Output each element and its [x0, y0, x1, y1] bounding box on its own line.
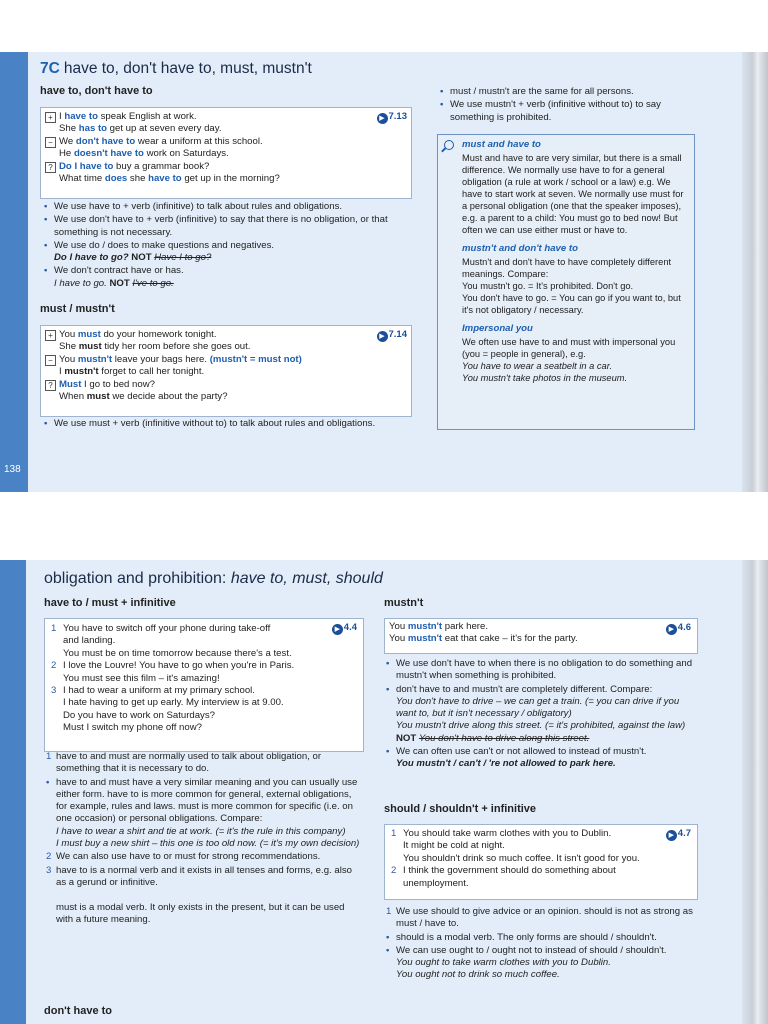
- example-row: ? Must I go to bed now?: [41, 379, 411, 391]
- example-line: What time does she have to get up in the morning?: [59, 173, 280, 185]
- note-item: • We can often use can't or not allowed to instead of mustn't. You mustn't / can't / 're not allowed to park here.: [384, 746, 700, 771]
- unit-code: 7C: [40, 60, 60, 77]
- unit-title: [40, 60, 312, 78]
- page-spine: [0, 560, 26, 1024]
- page-spine: [0, 52, 28, 492]
- question-icon: ?: [45, 162, 56, 173]
- section-heading: have to, don't have to: [40, 85, 153, 97]
- page-138: [0, 52, 768, 492]
- rule-item: • We use do / does to make questions and negatives. Do I have to go? NOT Have I to go?: [42, 240, 412, 265]
- note-text: Mustn't and don't have to have completely different meanings. Compare: You mustn't go. = It's prohibited. Don't go. You don't have to go. = You can go if you want to, but it's not obligatory / necessary.: [462, 257, 681, 315]
- notes-list: [384, 906, 700, 983]
- book-edge: [742, 52, 768, 492]
- example-box-have-to: [40, 107, 412, 199]
- example-row: 2 I love the Louvre! You have to go when you're in Paris.: [51, 660, 295, 672]
- rule-item: • We use have to + verb (infinitive) to talk about rules and obligations.: [42, 201, 412, 213]
- section-heading: mustn't: [384, 597, 424, 609]
- section-heading: don't have to: [44, 1005, 113, 1017]
- magnifier-icon: [444, 140, 454, 150]
- rules-list-right: [438, 86, 700, 125]
- note-heading: Impersonal you: [462, 323, 533, 334]
- note-box: [437, 134, 695, 430]
- rule-item: • must / mustn't are the same for all persons.: [438, 86, 700, 98]
- example-row: − We don't have to wear a uniform at this school.: [41, 136, 411, 148]
- plus-icon: +: [45, 112, 56, 123]
- plus-icon: +: [45, 330, 56, 341]
- note-item: • We use don't have to when there is no obligation to do something and mustn't when something is prohibited.: [384, 658, 700, 683]
- note-item: • have to and must have a very similar meaning and you can usually use either form. have to is more common for general, external obligations, for example, rules and laws. must is more common for specific (i.e. on one occasion) or personal obligations. Compare: I have to wear a shirt and tie at work. (= it's the rule in this company) I must buy a new shirt – this one is too old now. (= it's my own decision): [44, 777, 364, 851]
- example-line: She must tidy her room before she goes out.: [59, 341, 251, 353]
- notes-list: [44, 751, 364, 927]
- note-item: 2 We can also use have to or must for strong recommendations.: [44, 851, 364, 863]
- minus-icon: −: [45, 355, 56, 366]
- example-row: + I have to speak English at work.: [41, 111, 411, 123]
- speaker-icon: ▶: [666, 830, 677, 841]
- example-row: ? Do I have to buy a grammar book?: [41, 161, 411, 173]
- audio-4-7[interactable]: ▶ 4.7: [666, 828, 691, 841]
- note-heading: must and have to: [462, 139, 541, 150]
- example-row: 3 I had to wear a uniform at my primary school.: [51, 685, 255, 697]
- notes-list: [384, 658, 700, 772]
- section-heading: have to / must + infinitive: [44, 597, 176, 609]
- example-box-must: [40, 325, 412, 417]
- rules-list: [42, 418, 382, 431]
- speaker-icon: ▶: [666, 624, 677, 635]
- note-item: 3 have to is a normal verb and it exists in all tenses and forms, e.g. also as a gerund or infinitive. must is a modal verb. It only exists in the present, but it can be used with a future meaning.: [44, 865, 364, 926]
- example-line: When must we decide about the party?: [59, 391, 228, 403]
- rule-item: • We use don't have to + verb (infinitive) to say that there is no obligation, or that something is not necessary.: [42, 214, 412, 239]
- rule-item: • We use mustn't + verb (infinitive without to) to say something is prohibited.: [438, 99, 700, 124]
- note-item: 1 have to and must are normally used to talk about obligation, or something that it is necessary to do.: [44, 751, 364, 776]
- example-row: + You must do your homework tonight.: [41, 329, 411, 341]
- page-obligation: [0, 560, 768, 1024]
- note-text: Must and have to are very similar, but there is a small difference. We normally use have to for a general obligation (a rule at work / school or a law) e.g. We have to start work at seven. We normally use must for a personal obligation (one that the speaker imposes), e.g. a parent to a child: You must go to bed now! But often we can use either must or have to.: [462, 153, 684, 235]
- question-icon: ?: [45, 380, 56, 391]
- audio-4-6[interactable]: ▶ 4.6: [666, 622, 691, 635]
- page-title: obligation and prohibition: have to, must, should: [44, 570, 383, 587]
- rule-item: • We don't contract have or has. I have to go. NOT I've to go.: [42, 265, 412, 290]
- audio-7-14[interactable]: ▶ 7.14: [377, 329, 408, 342]
- example-box-should: ▶ 4.7 1 You should take warm clothes with you to Dublin. It might be cold at night. You shouldn't drink so much coffee. It isn't good for you. 2 I think the government should do something about unemployment.: [384, 824, 698, 900]
- example-row: − You mustn't leave your bags here. (mustn't = must not): [41, 354, 411, 366]
- page-number: 138: [4, 464, 21, 475]
- speaker-icon: ▶: [332, 624, 343, 635]
- note-heading: mustn't and don't have to: [462, 243, 578, 254]
- example-line: I mustn't forget to call her tonight.: [59, 366, 205, 378]
- speaker-icon: ▶: [377, 331, 388, 342]
- audio-4-4[interactable]: ▶ 4.4: [332, 622, 357, 635]
- speaker-icon: ▶: [377, 113, 388, 124]
- example-box-mustnt: ▶ 4.6 You mustn't park here. You mustn't eat that cake – it's for the party.: [384, 618, 698, 654]
- example-row: 2 I think the government should do something about: [391, 865, 616, 877]
- note-item: • don't have to and mustn't are completely different. Compare: You don't have to drive – we can get a train. (= you can drive if you want to, but it isn't necessary / obligatory) You mustn't drive along this street. (= it's prohibited, against the law) NOT You don't have to drive along this street.: [384, 684, 700, 745]
- rules-list: [42, 201, 412, 291]
- example-line: She has to get up at seven every day.: [59, 123, 222, 135]
- note-text: We often use have to and must with impersonal you (you = people in general), e.g. You have to wear a seatbelt in a car. You mustn't take photos in the museum.: [462, 337, 676, 383]
- example-row: 1 You should take warm clothes with you to Dublin.: [391, 828, 612, 839]
- note-item: 1 We use should to give advice or an opinion. should is not as strong as must / have to.: [384, 906, 700, 931]
- example-line: He doesn't have to work on Saturdays.: [59, 148, 229, 160]
- book-edge: [742, 560, 768, 1024]
- section-heading: should / shouldn't + infinitive: [384, 803, 537, 815]
- audio-7-13[interactable]: ▶ 7.13: [377, 111, 408, 124]
- rule-item: • We use must + verb (infinitive without to) to talk about rules and obligations.: [42, 418, 382, 430]
- example-box-have-must: ▶ 4.4 1 You have to switch off your phone during take-off and landing. You must be on time tomorrow because there's a test. 2 I love the Louvre! You have to go when you're in Paris. You must see this film – it's amazing! 3 I had to wear a uniform at my primary school. I hate having to get up early. My interview is at 9.00. Do you have to work on Saturdays? Must I switch my phone off now?: [44, 618, 364, 752]
- minus-icon: −: [45, 137, 56, 148]
- note-item: • We can use ought to / ought not to instead of should / shouldn't. You ought to take warm clothes with you to Dublin. You ought not to drink so much coffee.: [384, 945, 700, 982]
- note-item: • should is a modal verb. The only forms are should / shouldn't.: [384, 932, 700, 944]
- unit-title-text: have to, don't have to, must, mustn't: [63, 60, 312, 77]
- section-heading: must / mustn't: [40, 303, 115, 315]
- example-row: 1 You have to switch off your phone during take-off: [51, 623, 271, 634]
